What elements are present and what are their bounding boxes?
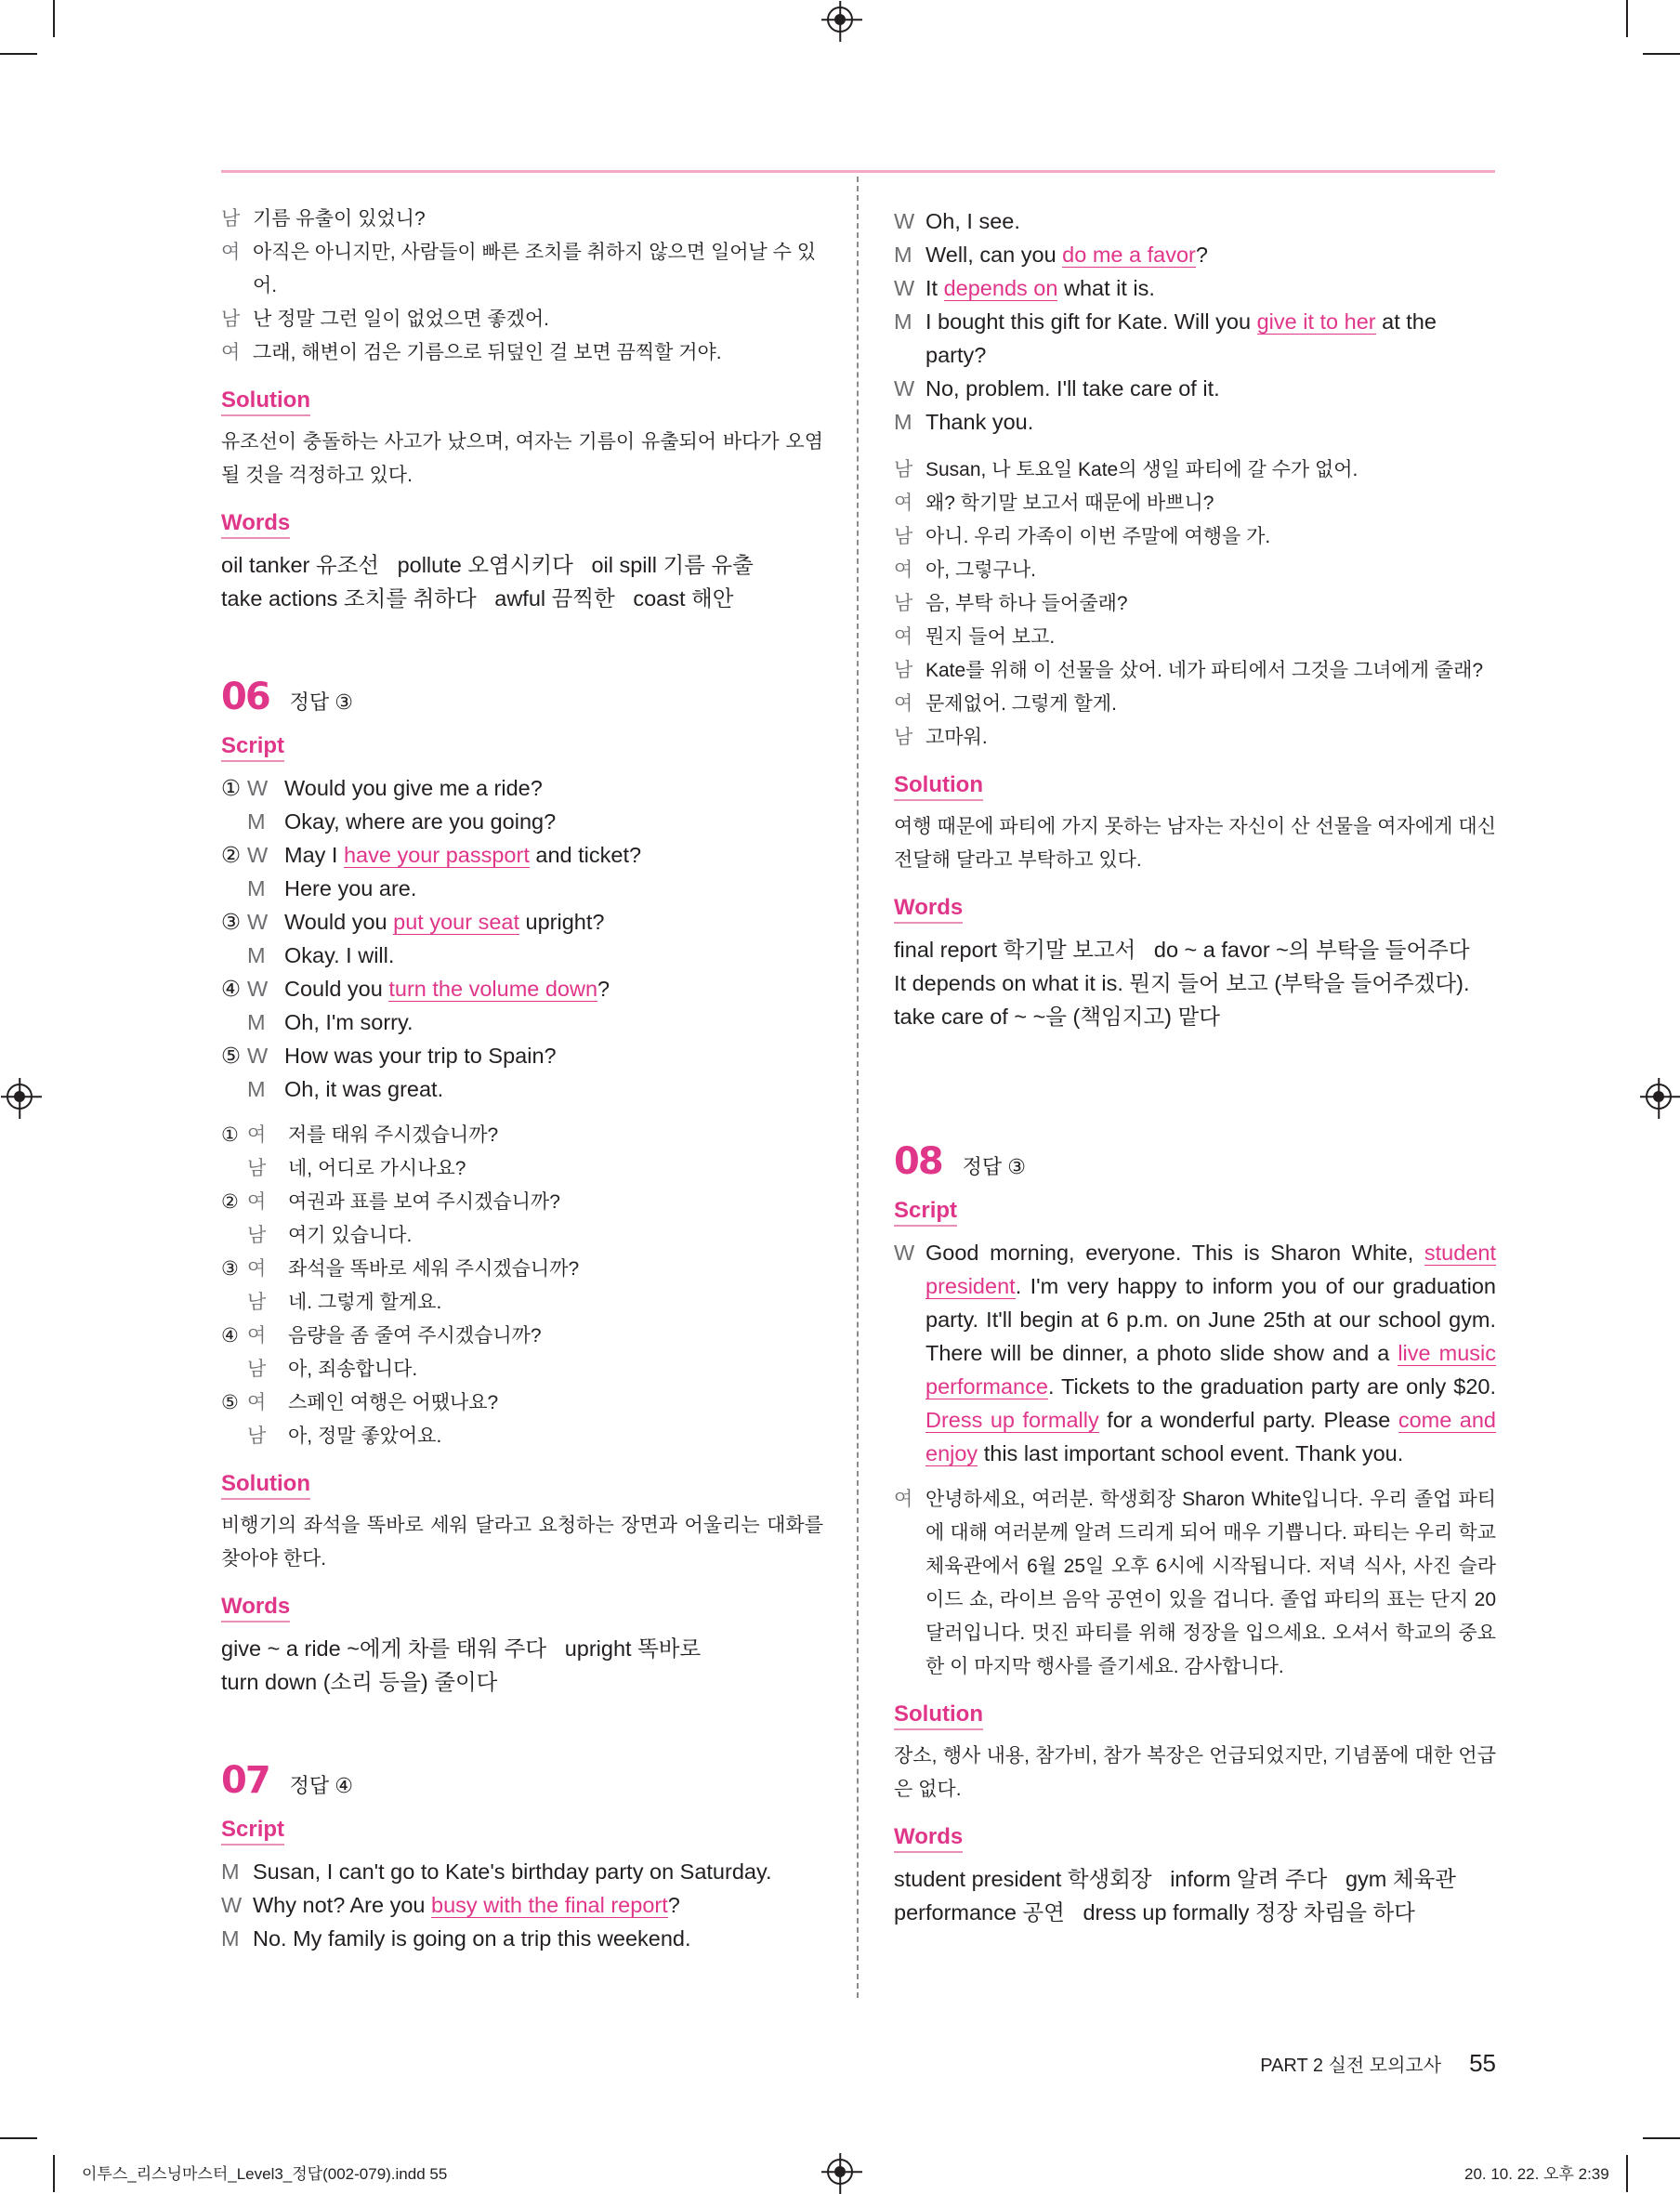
solution-heading: Solution xyxy=(221,1470,310,1500)
speaker-label: 남 xyxy=(247,1359,267,1380)
solution-text: 비행기의 좌석을 똑바로 세워 달라고 요청하는 장면과 어울리는 대화를 찾아야 한다. xyxy=(221,1515,823,1570)
option-number: ③ xyxy=(221,910,242,934)
speaker-label: 남 xyxy=(247,1292,267,1313)
korean-line xyxy=(221,1119,823,1152)
line-text: 그래, 해변이 검은 기름으로 뒤덮인 걸 보면 끔찍할 거야. xyxy=(253,342,722,363)
option-number: ② xyxy=(221,843,242,867)
monologue-text: 안녕하세요, 여러분. 학생회장 Sharon White입니다. 우리 졸업 파티에 대해 여러분께 알려 드리게 되어 매우 기쁩니다. 파티는 우리 학교 체육관에서 6월 25일 오후 6시에 시작됩니다. 저녁 식사, 사진 슬라이드 쇼, 라이브 음악 공연이 있을 겁니다. 졸업 파티의 표는 단지 20달러입니다. 멋진 파티를 위해 정장을 입으세요. 오셔서 학교의 중요한 이 마지막 행사를 즐기세요. 감사합니다. xyxy=(925,1489,1496,1677)
line-text: Oh, it was great. xyxy=(284,1077,444,1101)
line-text: 좌석을 똑바로 세워 주시겠습니까? xyxy=(288,1258,580,1280)
speaker-label: 남 xyxy=(894,660,913,681)
registration-mark-icon xyxy=(827,7,853,33)
line-text: 네, 어디로 가시나요? xyxy=(288,1158,466,1179)
line-text: No, problem. I'll take care of it. xyxy=(925,376,1220,401)
speaker-label: W xyxy=(894,276,915,300)
speaker-label: M xyxy=(894,243,912,267)
top-rule xyxy=(221,170,1495,173)
question-header xyxy=(894,1140,1496,1184)
script-line xyxy=(221,771,823,805)
option-number xyxy=(221,1353,247,1386)
korean-line xyxy=(221,1152,823,1186)
monologue xyxy=(894,1236,1496,1470)
dialogue-line xyxy=(894,688,1496,721)
line-text: Here you are. xyxy=(284,876,417,900)
speaker-label: M xyxy=(247,1077,266,1101)
line-text: 아, 그렇구나. xyxy=(925,559,1036,581)
line-text: 저를 태워 주시겠습니까? xyxy=(288,1124,499,1146)
speaker-label: 여 xyxy=(247,1191,267,1213)
dialogue-line xyxy=(221,1888,823,1922)
file-slug: 이투스_리스닝마스터_Level3_정답(002-079).indd 55 xyxy=(82,2165,448,2183)
word-entry: oil tanker 유조선 pollute 오염시키다 oil spill 기름 유출 xyxy=(221,553,754,577)
line-text: Kate를 위해 이 선물을 샀어. 네가 파티에서 그것을 그녀에게 줄래? xyxy=(925,660,1484,681)
english-script-continued xyxy=(894,204,1496,439)
speaker-label: 여 xyxy=(894,559,913,581)
speaker-label: 여 xyxy=(894,493,913,514)
speaker-label: W xyxy=(247,776,269,800)
dialogue-line xyxy=(221,303,823,336)
line-text: Well, can you do me a favor? xyxy=(925,243,1208,267)
script-heading: Script xyxy=(894,1197,957,1227)
line-text: Thank you. xyxy=(925,410,1034,434)
english-script xyxy=(221,1855,823,1955)
highlighted-phrase: come and enjoy xyxy=(925,1408,1496,1465)
word-entry: student president 학생회장 inform 알려 주다 gym 체육관 xyxy=(894,1867,1456,1891)
speaker-label: M xyxy=(247,809,266,834)
line-text: Why not? Are you busy with the final report? xyxy=(253,1893,680,1917)
speaker-label: 남 xyxy=(894,593,913,614)
korean-line xyxy=(221,1286,823,1320)
crop-mark xyxy=(1643,53,1680,55)
highlighted-phrase: depends on xyxy=(943,276,1058,300)
option-number: ③ xyxy=(221,1258,239,1280)
answer-label: 정답 ④ xyxy=(289,1774,354,1797)
option-number xyxy=(221,1219,247,1253)
option-number xyxy=(221,1005,247,1039)
line-text: 여권과 표를 보여 주시겠습니까? xyxy=(288,1191,560,1213)
solution-text: 유조선이 충돌하는 사고가 났으며, 여자는 기름이 유출되어 바다가 오염될 것을 걱정하고 있다. xyxy=(221,431,823,486)
words-list xyxy=(894,1862,1496,1929)
option-number xyxy=(221,1152,247,1186)
highlighted-phrase: have your passport xyxy=(343,843,530,867)
dialogue-line xyxy=(894,271,1496,305)
page-number: 55 xyxy=(1469,2049,1496,2077)
word-entry: take actions 조치를 취하다 awful 끔찍한 coast 해안 xyxy=(221,586,734,611)
option-number: ④ xyxy=(221,977,242,1001)
left-column xyxy=(221,203,823,1955)
korean-line xyxy=(221,1386,823,1420)
speaker-label: 여 xyxy=(221,242,241,263)
speaker-label: M xyxy=(894,410,912,434)
script-line xyxy=(221,905,823,939)
speaker-label: 여 xyxy=(894,626,913,648)
korean-dialogue xyxy=(221,203,823,370)
speaker-label: W xyxy=(247,977,269,1001)
date-slug: 20. 10. 22. 오후 2:39 xyxy=(1464,2165,1609,2183)
option-number xyxy=(221,1286,247,1320)
option-number xyxy=(221,939,247,972)
line-text: 뭔지 들어 보고. xyxy=(925,626,1056,648)
question-header xyxy=(221,676,823,719)
line-text: 여기 있습니다. xyxy=(288,1225,413,1246)
dialogue-line xyxy=(894,520,1496,554)
speaker-label: W xyxy=(247,910,269,934)
line-text: 문제없어. 그렇게 할게. xyxy=(925,693,1117,715)
script-line xyxy=(221,838,823,872)
crop-mark xyxy=(1626,0,1628,37)
dialogue-line xyxy=(894,554,1496,587)
dialogue-line xyxy=(221,1855,823,1888)
line-text: Oh, I see. xyxy=(925,209,1020,233)
line-text: 아직은 아니지만, 사람들이 빠른 조치를 취하지 않으면 일어날 수 있어. xyxy=(253,242,817,296)
script-line xyxy=(221,1072,823,1106)
question-number: 06 xyxy=(221,676,269,718)
script-line xyxy=(221,972,823,1005)
option-number xyxy=(221,805,247,838)
solution-heading: Solution xyxy=(221,387,310,416)
page-footer xyxy=(1260,2049,1496,2078)
highlighted-phrase: do me a favor xyxy=(1062,243,1196,267)
part-label: PART 2 실전 모의고사 xyxy=(1260,2056,1442,2076)
speaker-label: M xyxy=(221,1859,240,1884)
dialogue-line xyxy=(894,405,1496,439)
dialogue-line xyxy=(221,336,823,370)
line-text: Okay. I will. xyxy=(284,943,395,967)
dialogue-line xyxy=(894,654,1496,688)
korean-line xyxy=(221,1420,823,1453)
right-column xyxy=(894,204,1496,1929)
script-line xyxy=(221,939,823,972)
solution-heading: Solution xyxy=(894,1701,983,1730)
script-line xyxy=(221,1039,823,1072)
korean-line xyxy=(221,1253,823,1286)
word-entry: give ~ a ride ~에게 차를 태워 주다 upright 똑바로 xyxy=(221,1636,702,1661)
words-list xyxy=(894,933,1496,1033)
speaker-label: M xyxy=(221,1926,240,1951)
dialogue-line xyxy=(894,721,1496,755)
word-entry: take care of ~ ~을 (책임지고) 맡다 xyxy=(894,1005,1220,1029)
answer-label: 정답 ③ xyxy=(289,690,354,714)
highlighted-phrase: put your seat xyxy=(393,910,519,934)
korean-line xyxy=(221,1219,823,1253)
dialogue-line xyxy=(894,621,1496,654)
option-number: ① xyxy=(221,1124,239,1146)
line-text: How was your trip to Spain? xyxy=(284,1044,557,1068)
registration-mark-icon xyxy=(1646,1084,1672,1110)
dialogue-line xyxy=(221,1922,823,1955)
speaker-label: 여 xyxy=(221,342,241,363)
line-text: 왜? 학기말 보고서 때문에 바쁘니? xyxy=(925,493,1214,514)
speaker-label: 여 xyxy=(894,1489,913,1510)
speaker-label: 여 xyxy=(247,1124,267,1146)
line-text: No. My family is going on a trip this weekend. xyxy=(253,1926,691,1951)
crop-mark xyxy=(0,53,37,55)
korean-monologue xyxy=(894,1483,1496,1684)
script-line xyxy=(221,1005,823,1039)
speaker-label: 남 xyxy=(247,1425,267,1447)
dialogue-line xyxy=(894,204,1496,238)
line-text: 난 정말 그런 일이 없었으면 좋겠어. xyxy=(253,309,550,330)
speaker-label: M xyxy=(247,1010,266,1034)
highlighted-phrase: student president xyxy=(925,1241,1496,1298)
speaker-label: 남 xyxy=(247,1225,267,1246)
korean-line xyxy=(221,1186,823,1219)
option-number xyxy=(221,872,247,905)
line-text: 음, 부탁 하나 들어줄래? xyxy=(925,593,1128,614)
option-number: ④ xyxy=(221,1325,239,1347)
crop-mark xyxy=(1643,2137,1680,2139)
line-text: Would you put your seat upright? xyxy=(284,910,605,934)
korean-dialogue xyxy=(894,453,1496,755)
crop-mark xyxy=(53,0,55,37)
script-line xyxy=(221,872,823,905)
word-entry: It depends on what it is. 뭔지 들어 보고 (부탁을 들어주겠다). xyxy=(894,971,1470,995)
line-text: 아, 죄송합니다. xyxy=(288,1359,418,1380)
speaker-label: W xyxy=(894,209,915,233)
words-heading: Words xyxy=(221,1593,290,1623)
speaker-label: M xyxy=(247,876,266,900)
line-text: Could you turn the volume down? xyxy=(284,977,610,1001)
solution-text: 여행 때문에 파티에 가지 못하는 남자는 자신이 산 선물을 여자에게 대신 전달해 달라고 부탁하고 있다. xyxy=(894,816,1496,871)
dialogue-line xyxy=(221,236,823,303)
words-list xyxy=(221,1632,823,1699)
highlighted-phrase: Dress up formally xyxy=(925,1408,1099,1432)
column-divider xyxy=(857,177,859,1998)
line-text: 아니. 우리 가족이 이번 주말에 여행을 가. xyxy=(925,526,1271,547)
speaker-label: 여 xyxy=(247,1392,267,1413)
line-text: Would you give me a ride? xyxy=(284,776,543,800)
option-number: ② xyxy=(221,1191,239,1213)
option-number: ⑤ xyxy=(221,1392,239,1413)
script-heading: Script xyxy=(221,1816,284,1846)
highlighted-phrase: busy with the final report xyxy=(431,1893,668,1917)
word-entry: turn down (소리 등을) 줄이다 xyxy=(221,1670,498,1694)
speaker-label: 남 xyxy=(221,309,241,330)
line-text: It depends on what it is. xyxy=(925,276,1155,300)
line-text: 고마워. xyxy=(925,727,988,748)
speaker-label: 여 xyxy=(247,1325,267,1347)
script-heading: Script xyxy=(221,732,284,762)
option-number: ① xyxy=(221,776,242,800)
solution-text: 장소, 행사 내용, 참가비, 참가 복장은 언급되었지만, 기념품에 대한 언급은 없다. xyxy=(894,1745,1496,1800)
words-heading: Words xyxy=(221,509,290,539)
dialogue-line xyxy=(221,203,823,236)
speaker-label: 여 xyxy=(894,693,913,715)
monologue-text: Good morning, everyone. This is Sharon White, student president. I'm very happy to inform you of our graduation party. It'll begin at 6 p.m. on June 25th at our school gym. There will be dinner, a photo slide show and a live music performance. Tickets to the graduation party are only $20. Dress up formally for a wonderful party. Please come and enjoy this last important school event. Thank you. xyxy=(925,1241,1496,1465)
crop-mark xyxy=(1626,2155,1628,2192)
line-text: 스페인 여행은 어땠나요? xyxy=(288,1392,499,1413)
speaker-label: 여 xyxy=(247,1258,267,1280)
english-script xyxy=(221,771,823,1106)
line-text: Susan, I can't go to Kate's birthday party on Saturday. xyxy=(253,1859,772,1884)
crop-mark xyxy=(53,2155,55,2192)
korean-line xyxy=(221,1320,823,1353)
speaker-label: 남 xyxy=(894,459,913,480)
korean-script xyxy=(221,1119,823,1453)
line-text: 아, 정말 좋았어요. xyxy=(288,1425,442,1447)
registration-mark-icon xyxy=(7,1084,33,1110)
question-header xyxy=(221,1759,823,1803)
dialogue-line xyxy=(894,587,1496,621)
speaker-label: 남 xyxy=(221,208,241,230)
dialogue-line xyxy=(894,238,1496,271)
line-text: 네. 그렇게 할게요. xyxy=(288,1292,442,1313)
script-line xyxy=(221,805,823,838)
speaker-label: M xyxy=(247,943,266,967)
dialogue-line xyxy=(894,487,1496,520)
option-number: ⑤ xyxy=(221,1044,242,1068)
question-number: 08 xyxy=(894,1140,942,1183)
crop-mark xyxy=(0,2137,37,2139)
speaker-label: 남 xyxy=(894,727,913,748)
words-heading: Words xyxy=(894,1823,963,1853)
line-text: Okay, where are you going? xyxy=(284,809,557,834)
speaker-label: W xyxy=(221,1893,243,1917)
speaker-label: M xyxy=(894,309,912,334)
option-number xyxy=(221,1072,247,1106)
korean-line xyxy=(221,1353,823,1386)
speaker-label: 남 xyxy=(894,526,913,547)
line-text: I bought this gift for Kate. Will you give it to her at the party? xyxy=(925,309,1437,367)
line-text: Susan, 나 토요일 Kate의 생일 파티에 갈 수가 없어. xyxy=(925,459,1358,480)
option-number xyxy=(221,1420,247,1453)
highlighted-phrase: give it to her xyxy=(1256,309,1376,334)
answer-label: 정답 ③ xyxy=(962,1155,1027,1178)
word-entry: performance 공연 dress up formally 정장 차림을 하다 xyxy=(894,1900,1415,1925)
registration-mark-icon xyxy=(827,2159,853,2185)
speaker-label: 남 xyxy=(247,1158,267,1179)
highlighted-phrase: live music performance xyxy=(925,1341,1496,1399)
solution-heading: Solution xyxy=(894,771,983,801)
line-text: May I have your passport and ticket? xyxy=(284,843,642,867)
question-number: 07 xyxy=(221,1759,269,1802)
line-text: 음량을 좀 줄여 주시겠습니까? xyxy=(288,1325,542,1347)
words-heading: Words xyxy=(894,894,963,924)
speaker-label: W xyxy=(894,1241,915,1265)
highlighted-phrase: turn the volume down xyxy=(388,977,598,1001)
words-list xyxy=(221,548,823,615)
speaker-label: W xyxy=(247,843,269,867)
word-entry: final report 학기말 보고서 do ~ a favor ~의 부탁을 들어주다 xyxy=(894,938,1470,962)
line-text: Oh, I'm sorry. xyxy=(284,1010,413,1034)
line-text: 기름 유출이 있었니? xyxy=(253,208,426,230)
dialogue-line xyxy=(894,453,1496,487)
speaker-label: W xyxy=(894,376,915,401)
speaker-label: W xyxy=(247,1044,269,1068)
dialogue-line xyxy=(894,372,1496,405)
dialogue-line xyxy=(894,305,1496,372)
